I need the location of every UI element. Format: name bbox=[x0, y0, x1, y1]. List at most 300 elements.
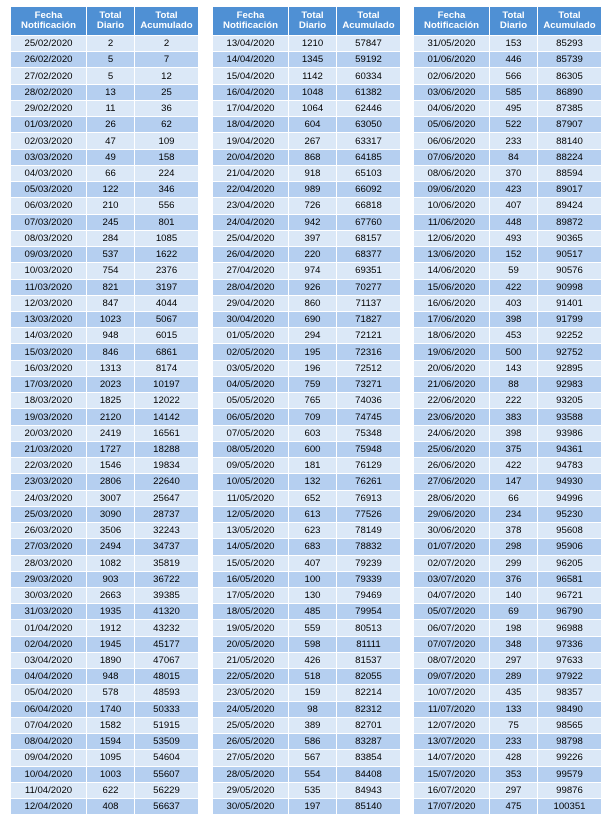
cell-total-acumulado: 12 bbox=[135, 68, 199, 84]
cell-total-acumulado: 85140 bbox=[337, 799, 401, 815]
cell-total-diario: 1727 bbox=[87, 441, 135, 457]
cell-total-diario: 66 bbox=[490, 490, 538, 506]
table-row bbox=[213, 393, 401, 409]
cell-fecha: 17/03/2020 bbox=[11, 376, 87, 392]
cell-fecha: 02/07/2020 bbox=[414, 555, 490, 571]
cell-total-acumulado: 64185 bbox=[337, 149, 401, 165]
table-row bbox=[213, 717, 401, 733]
cell-fecha: 22/05/2020 bbox=[213, 669, 289, 685]
cell-total-diario: 196 bbox=[289, 360, 337, 376]
table-row bbox=[11, 230, 199, 246]
cell-fecha: 13/03/2020 bbox=[11, 311, 87, 327]
table-row bbox=[213, 425, 401, 441]
table-row bbox=[414, 506, 602, 522]
cell-fecha: 15/05/2020 bbox=[213, 555, 289, 571]
cell-fecha: 01/07/2020 bbox=[414, 539, 490, 555]
table-row bbox=[414, 782, 602, 798]
cell-fecha: 04/04/2020 bbox=[11, 669, 87, 685]
table-row bbox=[11, 409, 199, 425]
cell-total-acumulado: 78832 bbox=[337, 539, 401, 555]
cell-total-acumulado: 8174 bbox=[135, 360, 199, 376]
cell-fecha: 27/05/2020 bbox=[213, 750, 289, 766]
cell-total-acumulado: 80513 bbox=[337, 620, 401, 636]
cell-total-diario: 578 bbox=[87, 685, 135, 701]
cell-total-diario: 422 bbox=[490, 279, 538, 295]
table-row bbox=[213, 539, 401, 555]
table-row bbox=[213, 328, 401, 344]
cell-total-diario: 222 bbox=[490, 393, 538, 409]
table-row bbox=[213, 652, 401, 668]
cell-total-diario: 846 bbox=[87, 344, 135, 360]
table-row bbox=[414, 799, 602, 815]
cell-total-diario: 1023 bbox=[87, 311, 135, 327]
cell-fecha: 20/03/2020 bbox=[11, 425, 87, 441]
cell-total-acumulado: 94930 bbox=[538, 474, 602, 490]
cell-fecha: 29/06/2020 bbox=[414, 506, 490, 522]
cell-total-diario: 297 bbox=[490, 782, 538, 798]
cell-total-acumulado: 63317 bbox=[337, 133, 401, 149]
table-row bbox=[414, 669, 602, 685]
cell-total-diario: 683 bbox=[289, 539, 337, 555]
cell-fecha: 08/03/2020 bbox=[11, 230, 87, 246]
cell-total-diario: 989 bbox=[289, 182, 337, 198]
cell-total-diario: 603 bbox=[289, 425, 337, 441]
cell-fecha: 02/06/2020 bbox=[414, 68, 490, 84]
cell-total-acumulado: 90576 bbox=[538, 263, 602, 279]
cell-total-diario: 66 bbox=[87, 165, 135, 181]
table-row bbox=[11, 214, 199, 230]
table-row bbox=[213, 36, 401, 52]
table-row bbox=[11, 458, 199, 474]
cell-fecha: 07/06/2020 bbox=[414, 149, 490, 165]
cell-fecha: 20/06/2020 bbox=[414, 360, 490, 376]
cell-fecha: 05/05/2020 bbox=[213, 393, 289, 409]
cell-total-diario: 198 bbox=[490, 620, 538, 636]
cell-fecha: 13/04/2020 bbox=[213, 36, 289, 52]
table-row bbox=[11, 539, 199, 555]
cell-total-diario: 1095 bbox=[87, 750, 135, 766]
cell-total-acumulado: 7 bbox=[135, 52, 199, 68]
cell-total-acumulado: 53509 bbox=[135, 734, 199, 750]
cell-total-diario: 132 bbox=[289, 474, 337, 490]
cell-total-diario: 448 bbox=[490, 214, 538, 230]
cell-total-diario: 422 bbox=[490, 458, 538, 474]
cell-fecha: 30/06/2020 bbox=[414, 523, 490, 539]
table-row bbox=[213, 604, 401, 620]
cell-fecha: 23/05/2020 bbox=[213, 685, 289, 701]
cell-total-diario: 152 bbox=[490, 247, 538, 263]
table-row bbox=[11, 734, 199, 750]
cell-fecha: 28/06/2020 bbox=[414, 490, 490, 506]
cell-fecha: 08/05/2020 bbox=[213, 441, 289, 457]
cell-fecha: 19/04/2020 bbox=[213, 133, 289, 149]
cell-total-diario: 585 bbox=[490, 84, 538, 100]
cell-fecha: 02/05/2020 bbox=[213, 344, 289, 360]
cell-total-acumulado: 82312 bbox=[337, 701, 401, 717]
cell-total-acumulado: 62 bbox=[135, 117, 199, 133]
cell-fecha: 09/05/2020 bbox=[213, 458, 289, 474]
cell-total-diario: 623 bbox=[289, 523, 337, 539]
cell-fecha: 27/03/2020 bbox=[11, 539, 87, 555]
cell-fecha: 02/04/2020 bbox=[11, 636, 87, 652]
cell-total-diario: 423 bbox=[490, 182, 538, 198]
cell-total-diario: 383 bbox=[490, 409, 538, 425]
cell-total-diario: 370 bbox=[490, 165, 538, 181]
cell-total-acumulado: 60334 bbox=[337, 68, 401, 84]
cell-total-acumulado: 69351 bbox=[337, 263, 401, 279]
cell-fecha: 13/06/2020 bbox=[414, 247, 490, 263]
table-row bbox=[414, 717, 602, 733]
cell-total-diario: 493 bbox=[490, 230, 538, 246]
cell-total-acumulado: 94996 bbox=[538, 490, 602, 506]
cell-fecha: 30/05/2020 bbox=[213, 799, 289, 815]
cell-total-diario: 948 bbox=[87, 328, 135, 344]
cell-fecha: 29/05/2020 bbox=[213, 782, 289, 798]
cell-total-diario: 75 bbox=[490, 717, 538, 733]
table-row bbox=[414, 295, 602, 311]
cell-total-acumulado: 85293 bbox=[538, 36, 602, 52]
cell-fecha: 07/03/2020 bbox=[11, 214, 87, 230]
cell-fecha: 21/06/2020 bbox=[414, 376, 490, 392]
table-row bbox=[414, 555, 602, 571]
table-row bbox=[414, 685, 602, 701]
header-total-diario: Total Diario bbox=[490, 7, 538, 36]
cell-total-acumulado: 98490 bbox=[538, 701, 602, 717]
table-row bbox=[11, 100, 199, 116]
table-row bbox=[11, 425, 199, 441]
cell-total-acumulado: 86305 bbox=[538, 68, 602, 84]
cell-total-diario: 220 bbox=[289, 247, 337, 263]
cell-total-diario: 1313 bbox=[87, 360, 135, 376]
cell-total-acumulado: 71827 bbox=[337, 311, 401, 327]
cell-fecha: 17/06/2020 bbox=[414, 311, 490, 327]
cell-fecha: 11/03/2020 bbox=[11, 279, 87, 295]
cell-total-acumulado: 82214 bbox=[337, 685, 401, 701]
cell-total-diario: 426 bbox=[289, 652, 337, 668]
table-body bbox=[414, 36, 602, 815]
cell-total-diario: 59 bbox=[490, 263, 538, 279]
cell-total-diario: 403 bbox=[490, 295, 538, 311]
cell-fecha: 25/05/2020 bbox=[213, 717, 289, 733]
table-row bbox=[11, 555, 199, 571]
cell-total-acumulado: 10197 bbox=[135, 376, 199, 392]
cell-total-acumulado: 66092 bbox=[337, 182, 401, 198]
cell-total-diario: 1912 bbox=[87, 620, 135, 636]
cell-total-acumulado: 5067 bbox=[135, 311, 199, 327]
cell-total-diario: 267 bbox=[289, 133, 337, 149]
cell-total-acumulado: 94783 bbox=[538, 458, 602, 474]
cell-total-acumulado: 61382 bbox=[337, 84, 401, 100]
table-row bbox=[11, 750, 199, 766]
table-row bbox=[414, 620, 602, 636]
table-row bbox=[11, 523, 199, 539]
table-row bbox=[414, 311, 602, 327]
cell-fecha: 06/05/2020 bbox=[213, 409, 289, 425]
cell-total-diario: 622 bbox=[87, 782, 135, 798]
cell-total-diario: 522 bbox=[490, 117, 538, 133]
table-row bbox=[11, 490, 199, 506]
cell-fecha: 24/03/2020 bbox=[11, 490, 87, 506]
cell-total-acumulado: 66818 bbox=[337, 198, 401, 214]
table-row bbox=[11, 311, 199, 327]
cell-total-diario: 446 bbox=[490, 52, 538, 68]
cell-total-diario: 407 bbox=[490, 198, 538, 214]
cell-total-acumulado: 83287 bbox=[337, 734, 401, 750]
header-row bbox=[213, 7, 401, 36]
cell-total-acumulado: 2 bbox=[135, 36, 199, 52]
cell-total-diario: 84 bbox=[490, 149, 538, 165]
cell-total-acumulado: 75948 bbox=[337, 441, 401, 457]
cell-total-acumulado: 81111 bbox=[337, 636, 401, 652]
table-row bbox=[11, 620, 199, 636]
table-row bbox=[414, 117, 602, 133]
cell-total-acumulado: 72512 bbox=[337, 360, 401, 376]
table-row bbox=[213, 782, 401, 798]
cell-total-diario: 2806 bbox=[87, 474, 135, 490]
table-row bbox=[213, 701, 401, 717]
cell-total-acumulado: 6015 bbox=[135, 328, 199, 344]
cell-total-acumulado: 96205 bbox=[538, 555, 602, 571]
table-row bbox=[213, 376, 401, 392]
table-row bbox=[213, 555, 401, 571]
cell-total-acumulado: 78149 bbox=[337, 523, 401, 539]
header-row bbox=[414, 7, 602, 36]
cell-total-diario: 3506 bbox=[87, 523, 135, 539]
table-row bbox=[11, 247, 199, 263]
cell-fecha: 14/05/2020 bbox=[213, 539, 289, 555]
cell-fecha: 16/04/2020 bbox=[213, 84, 289, 100]
cell-total-acumulado: 2376 bbox=[135, 263, 199, 279]
cell-total-diario: 942 bbox=[289, 214, 337, 230]
cell-fecha: 02/03/2020 bbox=[11, 133, 87, 149]
cell-total-diario: 147 bbox=[490, 474, 538, 490]
cell-fecha: 01/03/2020 bbox=[11, 117, 87, 133]
cell-fecha: 05/06/2020 bbox=[414, 117, 490, 133]
cell-total-acumulado: 65103 bbox=[337, 165, 401, 181]
cell-total-acumulado: 79239 bbox=[337, 555, 401, 571]
cell-fecha: 20/04/2020 bbox=[213, 149, 289, 165]
cell-total-acumulado: 75348 bbox=[337, 425, 401, 441]
cell-fecha: 10/05/2020 bbox=[213, 474, 289, 490]
header-fecha: Fecha Notificación bbox=[414, 7, 490, 36]
cell-total-diario: 495 bbox=[490, 100, 538, 116]
cell-fecha: 01/05/2020 bbox=[213, 328, 289, 344]
cell-fecha: 11/07/2020 bbox=[414, 701, 490, 717]
cell-total-diario: 294 bbox=[289, 328, 337, 344]
cell-total-diario: 69 bbox=[490, 604, 538, 620]
table-body bbox=[213, 36, 401, 815]
cell-total-acumulado: 95230 bbox=[538, 506, 602, 522]
cell-fecha: 11/06/2020 bbox=[414, 214, 490, 230]
cell-total-acumulado: 88140 bbox=[538, 133, 602, 149]
cell-fecha: 10/04/2020 bbox=[11, 766, 87, 782]
table-row bbox=[414, 474, 602, 490]
header-total-acumulado: Total Acumulado bbox=[135, 7, 199, 36]
cell-fecha: 26/02/2020 bbox=[11, 52, 87, 68]
cell-total-diario: 210 bbox=[87, 198, 135, 214]
cell-fecha: 21/04/2020 bbox=[213, 165, 289, 181]
table-row bbox=[11, 441, 199, 457]
cell-total-acumulado: 82055 bbox=[337, 669, 401, 685]
cell-total-acumulado: 79469 bbox=[337, 587, 401, 603]
cell-total-diario: 153 bbox=[490, 36, 538, 52]
cell-total-diario: 389 bbox=[289, 717, 337, 733]
table-row bbox=[213, 247, 401, 263]
cell-fecha: 30/04/2020 bbox=[213, 311, 289, 327]
cell-total-acumulado: 95608 bbox=[538, 523, 602, 539]
table-row bbox=[11, 149, 199, 165]
cell-total-diario: 234 bbox=[490, 506, 538, 522]
cell-total-acumulado: 84943 bbox=[337, 782, 401, 798]
table-row bbox=[414, 279, 602, 295]
cell-total-acumulado: 57847 bbox=[337, 36, 401, 52]
table-row bbox=[11, 295, 199, 311]
table-row bbox=[414, 376, 602, 392]
cell-fecha: 08/06/2020 bbox=[414, 165, 490, 181]
cell-fecha: 26/05/2020 bbox=[213, 734, 289, 750]
cell-fecha: 23/06/2020 bbox=[414, 409, 490, 425]
cell-total-acumulado: 97633 bbox=[538, 652, 602, 668]
cell-fecha: 14/07/2020 bbox=[414, 750, 490, 766]
table-row bbox=[11, 52, 199, 68]
cell-total-acumulado: 87907 bbox=[538, 117, 602, 133]
cell-fecha: 25/04/2020 bbox=[213, 230, 289, 246]
table-row bbox=[11, 279, 199, 295]
cell-total-acumulado: 801 bbox=[135, 214, 199, 230]
table-row bbox=[11, 766, 199, 782]
cell-total-acumulado: 35819 bbox=[135, 555, 199, 571]
cell-fecha: 28/03/2020 bbox=[11, 555, 87, 571]
cell-fecha: 08/04/2020 bbox=[11, 734, 87, 750]
cell-fecha: 31/05/2020 bbox=[414, 36, 490, 52]
cell-total-acumulado: 93588 bbox=[538, 409, 602, 425]
cell-fecha: 13/05/2020 bbox=[213, 523, 289, 539]
table-row bbox=[11, 182, 199, 198]
cell-fecha: 15/07/2020 bbox=[414, 766, 490, 782]
cell-total-diario: 5 bbox=[87, 52, 135, 68]
cell-total-diario: 98 bbox=[289, 701, 337, 717]
cell-total-diario: 1048 bbox=[289, 84, 337, 100]
cell-total-diario: 500 bbox=[490, 344, 538, 360]
table-row bbox=[11, 474, 199, 490]
table-row bbox=[414, 441, 602, 457]
cell-total-acumulado: 19834 bbox=[135, 458, 199, 474]
cell-total-diario: 13 bbox=[87, 84, 135, 100]
table-row bbox=[414, 230, 602, 246]
cell-total-acumulado: 4044 bbox=[135, 295, 199, 311]
cell-total-diario: 2023 bbox=[87, 376, 135, 392]
cell-total-acumulado: 92895 bbox=[538, 360, 602, 376]
table-row bbox=[213, 311, 401, 327]
cell-fecha: 07/07/2020 bbox=[414, 636, 490, 652]
cell-fecha: 29/02/2020 bbox=[11, 100, 87, 116]
cell-total-diario: 604 bbox=[289, 117, 337, 133]
table-row bbox=[213, 295, 401, 311]
table-row bbox=[11, 263, 199, 279]
cell-total-diario: 554 bbox=[289, 766, 337, 782]
table-row bbox=[213, 117, 401, 133]
cell-total-diario: 2120 bbox=[87, 409, 135, 425]
cell-total-diario: 847 bbox=[87, 295, 135, 311]
table-row bbox=[213, 685, 401, 701]
table-row bbox=[213, 165, 401, 181]
cell-fecha: 09/07/2020 bbox=[414, 669, 490, 685]
cell-total-diario: 375 bbox=[490, 441, 538, 457]
cell-fecha: 15/03/2020 bbox=[11, 344, 87, 360]
cell-fecha: 28/05/2020 bbox=[213, 766, 289, 782]
cell-total-acumulado: 74745 bbox=[337, 409, 401, 425]
table-row bbox=[11, 117, 199, 133]
table-row bbox=[213, 766, 401, 782]
table-row bbox=[213, 214, 401, 230]
cell-fecha: 10/03/2020 bbox=[11, 263, 87, 279]
cell-total-diario: 3007 bbox=[87, 490, 135, 506]
cell-total-acumulado: 98798 bbox=[538, 734, 602, 750]
cell-fecha: 29/04/2020 bbox=[213, 295, 289, 311]
cell-fecha: 14/04/2020 bbox=[213, 52, 289, 68]
cell-total-acumulado: 72121 bbox=[337, 328, 401, 344]
cell-total-diario: 765 bbox=[289, 393, 337, 409]
table-row bbox=[11, 84, 199, 100]
table-row bbox=[213, 506, 401, 522]
cell-fecha: 01/04/2020 bbox=[11, 620, 87, 636]
cell-total-acumulado: 68377 bbox=[337, 247, 401, 263]
header-total-diario: Total Diario bbox=[289, 7, 337, 36]
cell-total-acumulado: 90365 bbox=[538, 230, 602, 246]
cell-fecha: 04/05/2020 bbox=[213, 376, 289, 392]
table-row bbox=[11, 506, 199, 522]
cell-total-acumulado: 71137 bbox=[337, 295, 401, 311]
cell-total-acumulado: 3197 bbox=[135, 279, 199, 295]
cell-total-acumulado: 12022 bbox=[135, 393, 199, 409]
table-row bbox=[11, 360, 199, 376]
cell-fecha: 12/05/2020 bbox=[213, 506, 289, 522]
cell-total-diario: 2 bbox=[87, 36, 135, 52]
cell-fecha: 19/03/2020 bbox=[11, 409, 87, 425]
table-row bbox=[414, 652, 602, 668]
cell-total-acumulado: 90998 bbox=[538, 279, 602, 295]
cell-total-acumulado: 62446 bbox=[337, 100, 401, 116]
cell-total-acumulado: 93205 bbox=[538, 393, 602, 409]
cell-total-diario: 535 bbox=[289, 782, 337, 798]
cases-table-2 bbox=[212, 6, 401, 815]
cell-fecha: 12/07/2020 bbox=[414, 717, 490, 733]
cell-fecha: 07/05/2020 bbox=[213, 425, 289, 441]
header-total-acumulado: Total Acumulado bbox=[538, 7, 602, 36]
cases-table-3 bbox=[413, 6, 602, 815]
cell-total-acumulado: 25647 bbox=[135, 490, 199, 506]
cell-total-acumulado: 6861 bbox=[135, 344, 199, 360]
cell-fecha: 03/07/2020 bbox=[414, 571, 490, 587]
table-row bbox=[11, 328, 199, 344]
cell-fecha: 24/05/2020 bbox=[213, 701, 289, 717]
cell-total-diario: 435 bbox=[490, 685, 538, 701]
header-fecha: Fecha Notificación bbox=[11, 7, 87, 36]
cell-total-diario: 453 bbox=[490, 328, 538, 344]
cell-fecha: 17/05/2020 bbox=[213, 587, 289, 603]
cell-total-acumulado: 18288 bbox=[135, 441, 199, 457]
cell-total-acumulado: 1622 bbox=[135, 247, 199, 263]
cell-fecha: 03/05/2020 bbox=[213, 360, 289, 376]
cell-total-diario: 903 bbox=[87, 571, 135, 587]
table-row bbox=[414, 701, 602, 717]
cell-fecha: 18/04/2020 bbox=[213, 117, 289, 133]
table-row bbox=[213, 182, 401, 198]
cell-fecha: 19/05/2020 bbox=[213, 620, 289, 636]
cell-total-diario: 485 bbox=[289, 604, 337, 620]
cell-total-acumulado: 48593 bbox=[135, 685, 199, 701]
cell-total-diario: 948 bbox=[87, 669, 135, 685]
